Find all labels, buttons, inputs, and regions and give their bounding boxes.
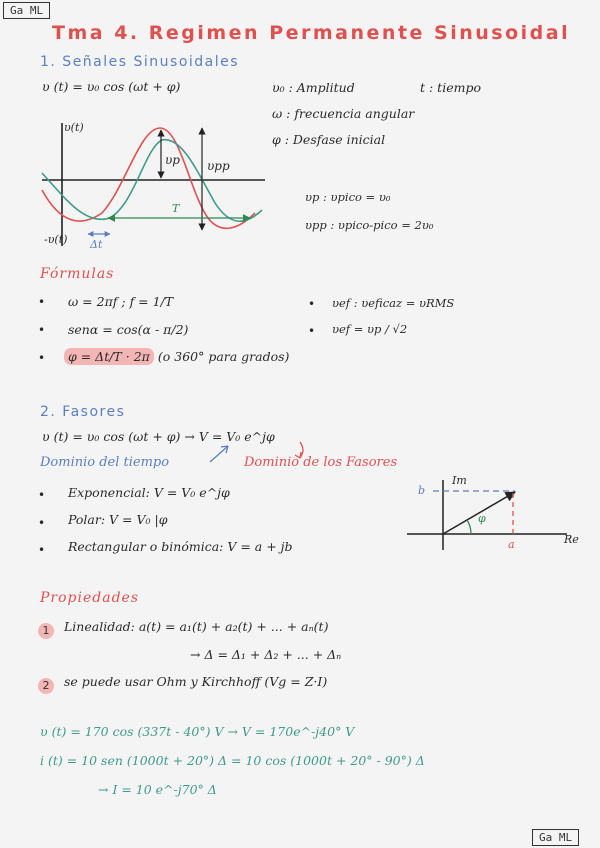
- a-label: a: [508, 538, 515, 551]
- formula-omega: ω = 2πf ; f = 1/T: [68, 294, 174, 309]
- sinusoid-equation: υ (t) = υ₀ cos (ωt + φ): [42, 79, 181, 94]
- bullet: •: [38, 323, 46, 337]
- properties-heading: Propiedades: [40, 590, 140, 606]
- phi-label: φ: [478, 512, 486, 525]
- bullet: •: [38, 295, 46, 309]
- form-exponential: Exponencial: V = V₀ e^jφ: [68, 485, 230, 500]
- formula-phase-highlight: [64, 349, 289, 364]
- form-polar: Polar: V = V₀ |φ: [68, 512, 168, 527]
- page-title: Tma 4. Regimen Permanente Sinusoidal: [52, 22, 571, 44]
- footer-logo: Ga ML: [532, 829, 579, 846]
- formula-vef-sqrt: υef = υp / √2: [332, 322, 408, 336]
- property-linearity: Linealidad: a(t) = a₁(t) + a₂(t) + ... + aₙ(t): [64, 619, 329, 634]
- bullet: •: [38, 351, 46, 365]
- graph-y-label: υ(t): [64, 121, 84, 134]
- bullet: •: [38, 488, 46, 502]
- section2-heading: 2. Fasores: [40, 404, 126, 420]
- domain-phasor-label: Dominio de los Fasores: [244, 455, 398, 470]
- formula-phase-note: (o 360° para grados): [157, 349, 290, 364]
- vp-definition: υp : υpico = υ₀: [305, 190, 391, 204]
- bullet: •: [308, 297, 316, 311]
- period-label: T: [172, 202, 180, 215]
- vpp-definition: υpp : υpico-pico = 2υ₀: [305, 218, 434, 232]
- formula-sine-cos: senα = cos(α - π/2): [68, 322, 189, 337]
- property-ohm-kirchhoff: se puede usar Ohm y Kirchhoff (Vg = Z·I): [64, 674, 328, 689]
- phasor-diagram: [405, 474, 585, 558]
- angle-arc: [467, 520, 471, 534]
- def-amplitude: υ₀ : Amplitud: [272, 80, 355, 95]
- def-phase: φ : Desfase inicial: [272, 132, 386, 147]
- domain-time-label: Dominio del tiempo: [40, 455, 170, 470]
- domain-arrows: [200, 438, 310, 468]
- example-voltage: υ (t) = 170 cos (337t - 40°) V → V = 170e^-j40° V: [40, 724, 355, 739]
- formula-vef: υef : υeficaz = υRMS: [332, 296, 455, 310]
- vpp-label: υpp: [207, 159, 230, 173]
- sinusoid-graph: [40, 118, 280, 258]
- number-badge-2: 2: [38, 678, 54, 694]
- property-linearity-sum: → Δ = Δ₁ + Δ₂ + ... + Δₙ: [190, 647, 342, 662]
- bullet: •: [38, 543, 46, 557]
- formula-phase: φ = Δt/T · 2π: [64, 348, 154, 365]
- example-current-phasor: → I = 10 e^-j70° Δ: [98, 782, 217, 797]
- section1-heading: 1. Señales Sinusoidales: [40, 54, 240, 70]
- form-rectangular: Rectangular o binómica: V = a + jb: [68, 539, 293, 554]
- im-label: Im: [452, 474, 467, 487]
- author-logo: Ga ML: [3, 2, 50, 19]
- example-current: i (t) = 10 sen (1000t + 20°) Δ = 10 cos (1000t + 20° - 90°) Δ: [40, 753, 425, 768]
- re-label: Re: [564, 533, 579, 546]
- vp-label: υp: [165, 153, 180, 167]
- formulas-heading: Fórmulas: [40, 266, 115, 282]
- def-angular-frequency: ω : frecuencia angular: [272, 106, 415, 121]
- property-2: [38, 674, 54, 694]
- phasor-equation: υ (t) = υ₀ cos (ωt + φ) → V = V₀ e^jφ: [42, 429, 275, 444]
- bullet: •: [38, 516, 46, 530]
- number-badge-1: 1: [38, 623, 54, 639]
- bullet: •: [308, 324, 316, 338]
- property-1: [38, 619, 54, 639]
- def-time: t : tiempo: [420, 80, 481, 95]
- dt-label: Δt: [90, 238, 103, 251]
- graph-neg-y-label: -υ(t): [44, 233, 68, 246]
- b-label: b: [418, 484, 426, 497]
